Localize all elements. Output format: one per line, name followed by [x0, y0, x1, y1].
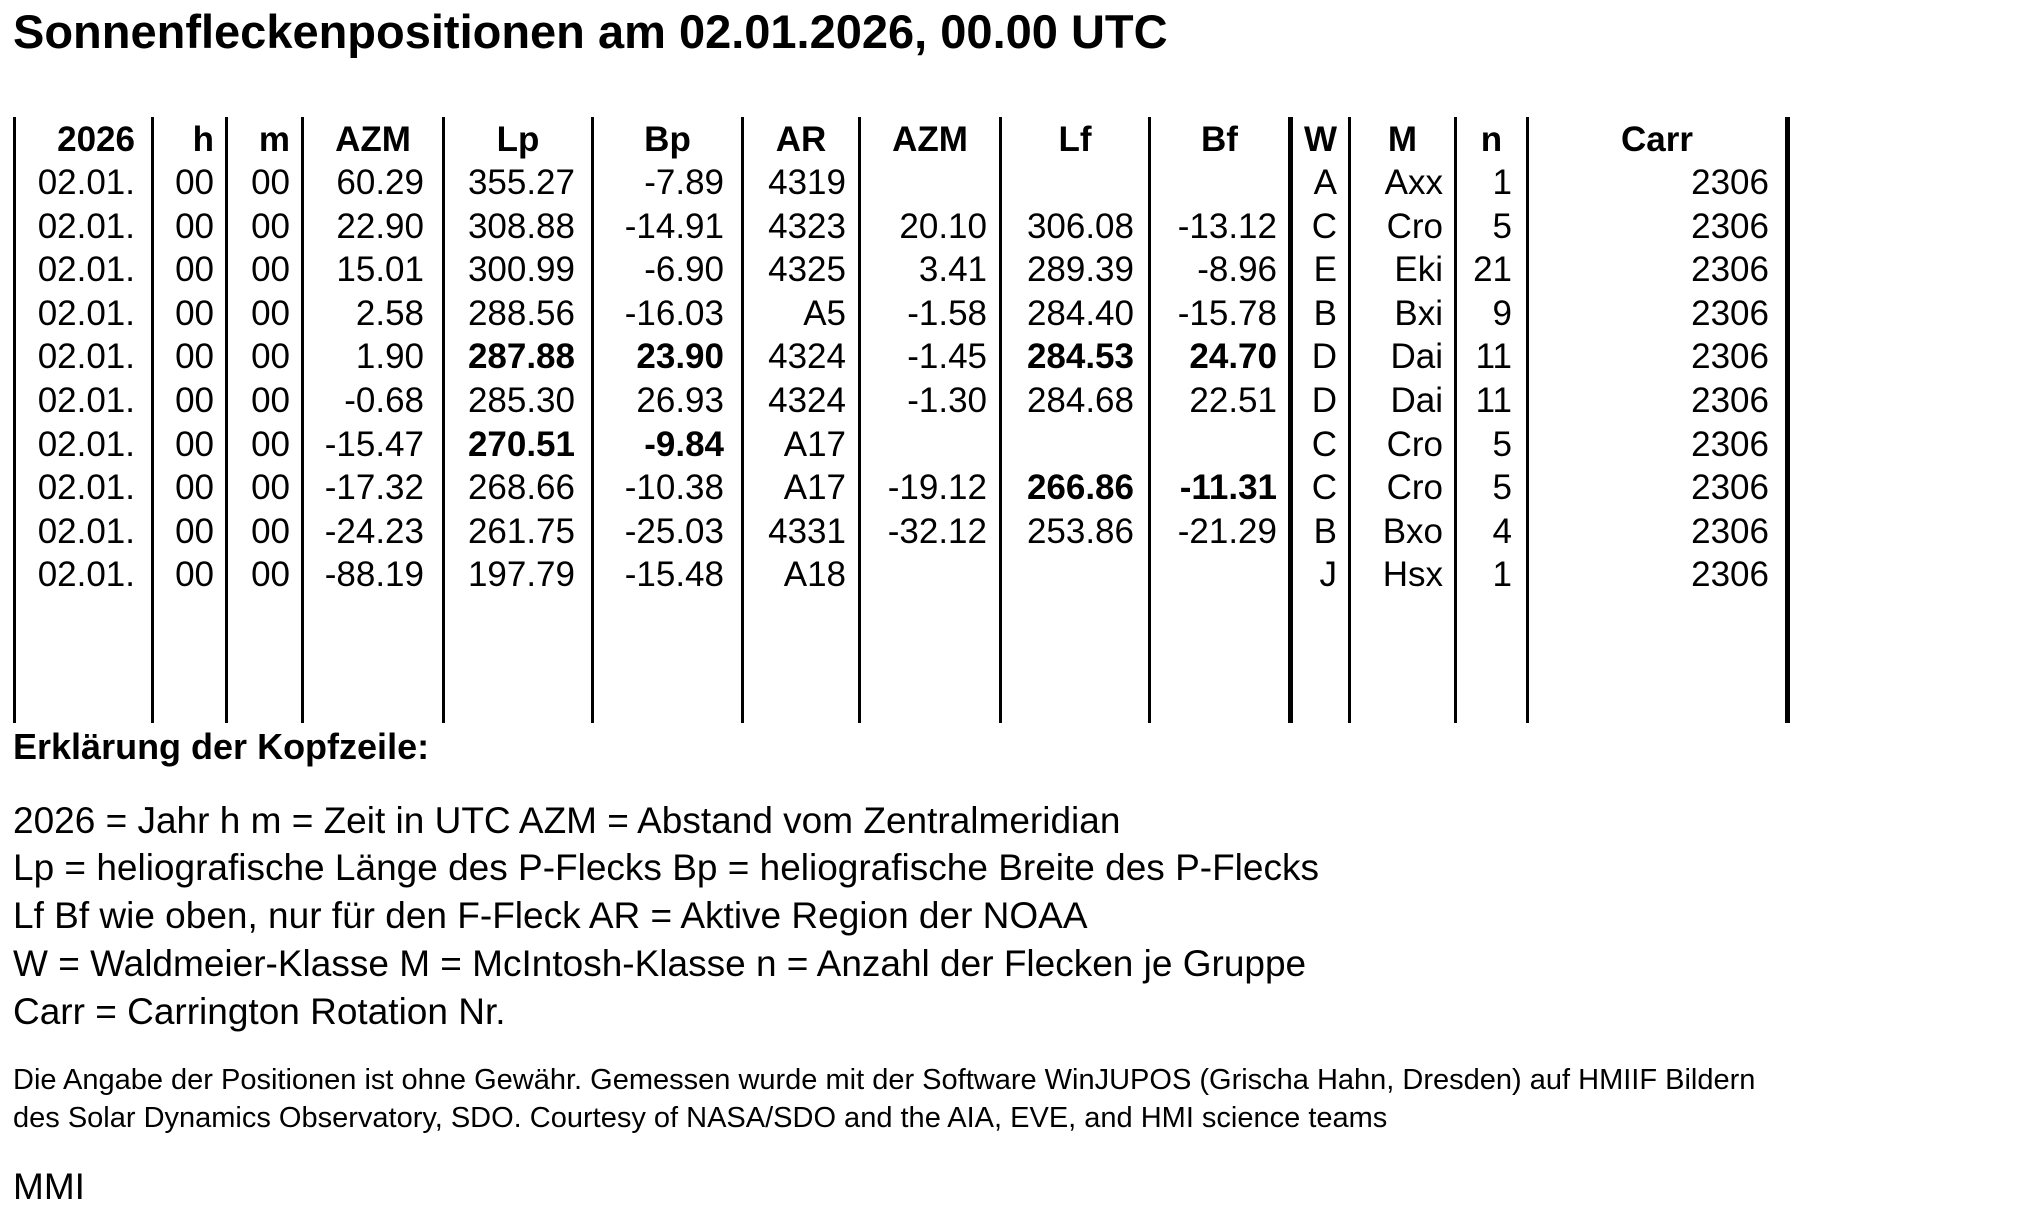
page-title: Sonnenfleckenpositionen am 02.01.2026, 00.00 UTC — [13, 5, 1168, 58]
cell-waldmeier: J — [1319, 555, 1337, 595]
cell-carrington: 2306 — [1691, 424, 1769, 464]
cell-azm-f — [861, 161, 987, 204]
cell-carrington: 2306 — [1691, 293, 1769, 333]
cell-lf: 253.86 — [1026, 511, 1134, 551]
header-bf: Bf — [1201, 120, 1238, 159]
cell-date: 02.01. — [37, 555, 135, 595]
cell-date: 02.01. — [37, 511, 135, 551]
table-row — [13, 205, 1790, 248]
cell-azm-f — [861, 423, 987, 466]
cell-hour: 00 — [175, 468, 214, 508]
cell-azm-p: 22.90 — [336, 206, 424, 246]
cell-date: 02.01. — [37, 163, 135, 202]
cell-azm-p: -88.19 — [324, 555, 424, 595]
header-ar: AR — [775, 120, 827, 159]
cell-azm-p: -17.32 — [324, 468, 424, 508]
header-lp: Lp — [496, 120, 540, 159]
cell-lp: 285.30 — [467, 381, 575, 420]
table-header-row — [13, 118, 1790, 161]
cell-carrington: 2306 — [1691, 337, 1769, 377]
cell-count: 21 — [1473, 250, 1512, 290]
cell-ar: A17 — [783, 424, 846, 464]
cell-hour: 00 — [175, 424, 214, 464]
cell-ar: 4325 — [768, 250, 846, 290]
cell-ar: 4319 — [768, 163, 846, 202]
cell-azm-f: -1.45 — [907, 337, 987, 377]
cell-hour: 00 — [175, 337, 214, 377]
cell-mcintosh: Eki — [1394, 250, 1443, 290]
header-carrington: Carr — [1621, 120, 1693, 159]
cell-bf: -21.29 — [1177, 511, 1277, 551]
cell-date: 02.01. — [37, 381, 135, 420]
table-row — [13, 292, 1790, 335]
header-hour: h — [192, 120, 214, 159]
cell-minute: 00 — [251, 163, 290, 202]
cell-bf: -15.78 — [1177, 293, 1277, 333]
cell-bf: -13.12 — [1177, 206, 1277, 246]
cell-ar: 4331 — [768, 511, 846, 551]
cell-hour: 00 — [175, 511, 214, 551]
sunspot-table — [13, 117, 1790, 723]
cell-azm-f — [861, 553, 987, 596]
cell-waldmeier: E — [1313, 250, 1337, 290]
cell-azm-p: 60.29 — [336, 163, 424, 202]
cell-carrington: 2306 — [1691, 381, 1769, 420]
cell-azm-p: 1.90 — [355, 337, 424, 377]
table-row — [13, 335, 1790, 378]
cell-bp: -10.38 — [624, 468, 724, 508]
cell-count: 9 — [1492, 293, 1512, 333]
header-bp: Bp — [644, 120, 691, 159]
cell-carrington: 2306 — [1691, 250, 1769, 290]
header-lf: Lf — [1058, 120, 1092, 159]
header-year: 2026 — [57, 120, 135, 159]
cell-count: 5 — [1492, 424, 1512, 464]
cell-hour: 00 — [175, 206, 214, 246]
cell-ar: 4323 — [768, 206, 846, 246]
cell-bp: -25.03 — [624, 511, 724, 551]
cell-bp: -6.90 — [644, 250, 724, 290]
signature: MMI — [13, 1166, 85, 1207]
explanation-line: Carr = Carrington Rotation Nr. — [13, 991, 506, 1032]
cell-lf — [1002, 553, 1134, 596]
cell-azm-p: -0.68 — [344, 381, 424, 420]
cell-ar: 4324 — [768, 337, 846, 377]
table-row — [13, 466, 1790, 509]
cell-minute: 00 — [251, 293, 290, 333]
cell-lf: 266.86 — [1026, 468, 1134, 508]
cell-count: 11 — [1475, 381, 1512, 420]
cell-hour: 00 — [175, 293, 214, 333]
cell-count: 1 — [1492, 163, 1512, 202]
cell-lf: 284.40 — [1026, 293, 1134, 333]
cell-lp: 197.79 — [467, 555, 575, 595]
cell-mcintosh: Cro — [1386, 206, 1443, 246]
cell-count: 11 — [1475, 337, 1512, 377]
cell-lf: 306.08 — [1026, 206, 1134, 246]
cell-hour: 00 — [175, 555, 214, 595]
cell-waldmeier: B — [1313, 293, 1337, 333]
cell-azm-p: 15.01 — [336, 250, 424, 290]
disclaimer-line: Die Angabe der Positionen ist ohne Gewähr. Gemessen wurde mit der Software WinJUPOS (Grischa Hahn, Dresden) auf HMIIF Bildern — [13, 1064, 1756, 1096]
cell-mcintosh: Bxo — [1382, 511, 1443, 551]
cell-date: 02.01. — [37, 468, 135, 508]
cell-minute: 00 — [251, 511, 290, 551]
header-count: n — [1480, 120, 1503, 159]
cell-azm-p: 2.58 — [355, 293, 424, 333]
cell-lp: 308.88 — [467, 206, 575, 246]
cell-azm-f: -19.12 — [887, 468, 987, 508]
cell-lp: 288.56 — [467, 293, 575, 333]
header-azm-p: AZM — [335, 120, 411, 159]
cell-azm-f: -1.30 — [907, 381, 987, 420]
cell-bf: -8.96 — [1197, 250, 1277, 290]
explanation-line: Lf Bf wie oben, nur für den F-Fleck AR = Aktive Region der NOAA — [13, 895, 1088, 936]
cell-bp: -16.03 — [624, 293, 724, 333]
cell-bp: 23.90 — [636, 337, 724, 377]
cell-lp: 261.75 — [467, 511, 575, 551]
cell-date: 02.01. — [37, 337, 135, 377]
header-azm-f: AZM — [892, 120, 968, 159]
cell-bf: -11.31 — [1179, 468, 1277, 508]
cell-carrington: 2306 — [1691, 555, 1769, 595]
cell-minute: 00 — [251, 468, 290, 508]
cell-minute: 00 — [251, 250, 290, 290]
cell-lf: 289.39 — [1026, 250, 1134, 290]
cell-hour: 00 — [175, 163, 214, 202]
cell-azm-p: -15.47 — [324, 424, 424, 464]
cell-hour: 00 — [175, 381, 214, 420]
cell-lp: 355.27 — [467, 163, 575, 202]
cell-bp: -9.84 — [644, 424, 724, 464]
explanation-title: Erklärung der Kopfzeile: — [13, 726, 430, 767]
cell-lp: 300.99 — [467, 250, 575, 290]
cell-waldmeier: B — [1313, 511, 1337, 551]
cell-date: 02.01. — [37, 206, 135, 246]
cell-count: 1 — [1492, 555, 1512, 595]
cell-lf — [1002, 423, 1134, 466]
cell-lp: 268.66 — [467, 468, 575, 508]
cell-bf — [1151, 553, 1277, 596]
table-row — [13, 423, 1790, 466]
cell-bf — [1151, 161, 1277, 204]
cell-waldmeier: C — [1311, 424, 1337, 464]
cell-azm-f: 3.41 — [918, 250, 987, 290]
cell-waldmeier: D — [1311, 337, 1337, 377]
cell-lf: 284.53 — [1026, 337, 1134, 377]
cell-carrington: 2306 — [1691, 163, 1769, 202]
cell-lp: 287.88 — [467, 337, 575, 377]
explanation-line: 2026 = Jahr h m = Zeit in UTC AZM = Abstand vom Zentralmeridian — [13, 800, 1121, 841]
explanation-line: W = Waldmeier-Klasse M = McIntosh-Klasse n = Anzahl der Flecken je Gruppe — [13, 943, 1307, 984]
cell-date: 02.01. — [37, 424, 135, 464]
cell-bf: 22.51 — [1189, 381, 1277, 420]
cell-date: 02.01. — [37, 293, 135, 333]
cell-waldmeier: C — [1311, 468, 1337, 508]
cell-minute: 00 — [251, 337, 290, 377]
cell-lp: 270.51 — [467, 424, 575, 464]
cell-mcintosh: Axx — [1384, 163, 1443, 202]
cell-bf — [1151, 423, 1277, 466]
header-minute: m — [258, 120, 290, 159]
cell-count: 5 — [1492, 206, 1512, 246]
table-row — [13, 553, 1790, 596]
cell-azm-f: -1.58 — [907, 293, 987, 333]
cell-minute: 00 — [251, 424, 290, 464]
cell-mcintosh: Dai — [1390, 381, 1443, 420]
cell-bf: 24.70 — [1189, 337, 1277, 377]
cell-minute: 00 — [251, 206, 290, 246]
cell-count: 5 — [1492, 468, 1512, 508]
cell-carrington: 2306 — [1691, 206, 1769, 246]
cell-mcintosh: Cro — [1386, 468, 1443, 508]
cell-ar: 4324 — [768, 381, 846, 420]
cell-lf — [1002, 161, 1134, 204]
table-row — [13, 161, 1790, 204]
cell-waldmeier: A — [1313, 163, 1337, 202]
cell-carrington: 2306 — [1691, 511, 1769, 551]
cell-ar: A17 — [783, 468, 846, 508]
explanation-line: Lp = heliografische Länge des P-Flecks Bp = heliografische Breite des P-Flecks — [13, 847, 1319, 888]
cell-hour: 00 — [175, 250, 214, 290]
cell-azm-f: 20.10 — [899, 206, 987, 246]
cell-count: 4 — [1492, 511, 1512, 551]
cell-waldmeier: C — [1311, 206, 1337, 246]
disclaimer-line: des Solar Dynamics Observatory, SDO. Courtesy of NASA/SDO and the AIA, EVE, and HMI science teams — [13, 1102, 1388, 1134]
cell-mcintosh: Dai — [1390, 337, 1443, 377]
cell-waldmeier: D — [1311, 381, 1337, 420]
cell-mcintosh: Hsx — [1382, 555, 1443, 595]
cell-mcintosh: Cro — [1386, 424, 1443, 464]
header-waldmeier: W — [1303, 120, 1338, 159]
table-row — [13, 379, 1790, 422]
cell-ar: A18 — [783, 555, 846, 595]
cell-azm-f: -32.12 — [887, 511, 987, 551]
cell-bp: -15.48 — [624, 555, 724, 595]
cell-minute: 00 — [251, 381, 290, 420]
cell-bp: 26.93 — [636, 381, 724, 420]
header-mcintosh: M — [1387, 120, 1418, 159]
cell-lf: 284.68 — [1026, 381, 1134, 420]
cell-date: 02.01. — [37, 250, 135, 290]
cell-bp: -14.91 — [624, 206, 724, 246]
cell-azm-p: -24.23 — [324, 511, 424, 551]
cell-minute: 00 — [251, 555, 290, 595]
cell-mcintosh: Bxi — [1394, 293, 1443, 333]
cell-bp: -7.89 — [644, 163, 724, 202]
cell-ar: A5 — [803, 293, 846, 333]
cell-carrington: 2306 — [1691, 468, 1769, 508]
table-row — [13, 510, 1790, 553]
table-row — [13, 248, 1790, 291]
